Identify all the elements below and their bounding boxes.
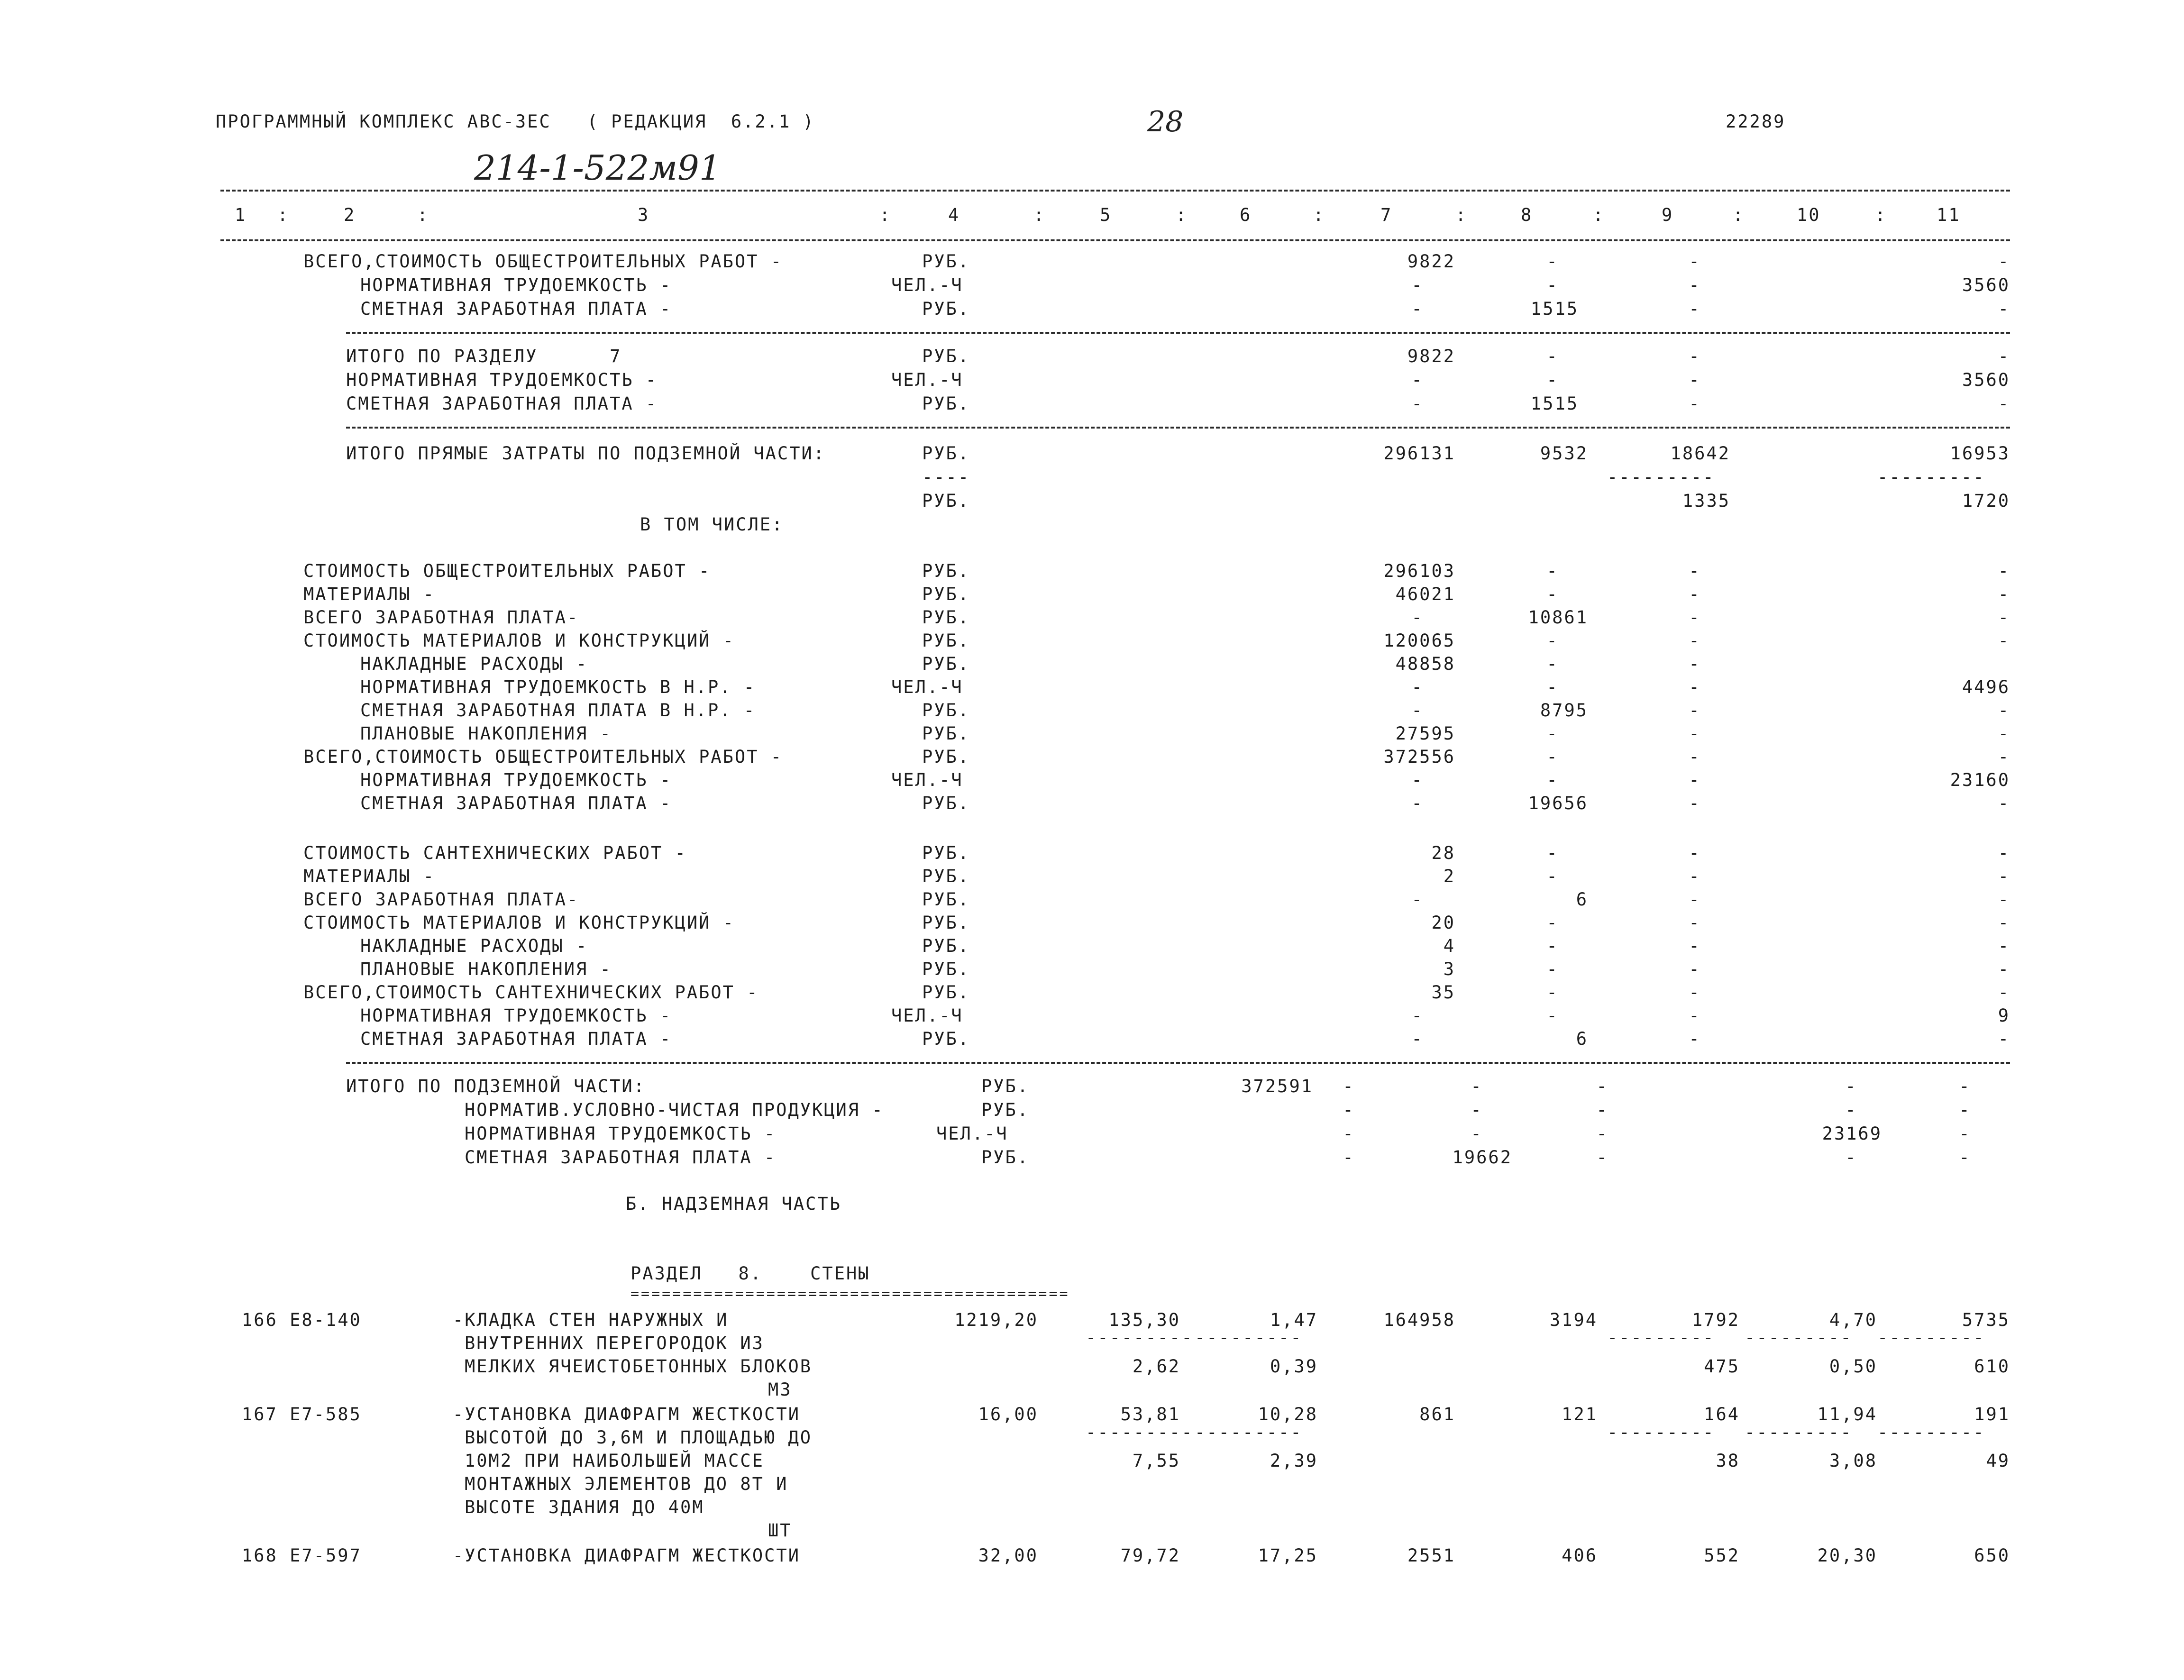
- row-unit: РУБ.: [922, 889, 970, 910]
- row-unit: РУБ.: [922, 1029, 970, 1049]
- item-number: 166 Е8-140: [242, 1310, 362, 1330]
- item-description: -УСТАНОВКА ДИАФРАГМ ЖЕСТКОСТИ: [453, 1404, 801, 1424]
- cell-c11: 1720: [1962, 491, 2010, 511]
- row-unit: РУБ.: [922, 723, 970, 744]
- cell-c7: 372556: [1383, 747, 1455, 767]
- cell-c8: -: [1546, 747, 1559, 767]
- row-label: СМЕТНАЯ ЗАРАБОТНАЯ ПЛАТА -: [360, 299, 672, 319]
- row-unit: РУБ.: [922, 251, 970, 272]
- row-label: СМЕТНАЯ ЗАРАБОТНАЯ ПЛАТА -: [360, 1029, 672, 1049]
- cell-c8: -: [1546, 982, 1559, 1003]
- cell-c7: -: [1411, 1005, 1424, 1026]
- cell-c8: -: [1546, 913, 1559, 933]
- cell-c8: 3194: [1549, 1310, 1598, 1330]
- row-label: СТОИМОСТЬ ОБЩЕСТРОИТЕЛЬНЫХ РАБОТ -: [303, 561, 711, 581]
- cell-c7: 296103: [1383, 561, 1455, 581]
- cell-c7: -: [1411, 770, 1424, 790]
- cell-c8: -: [1546, 630, 1559, 651]
- cell-c7: -: [1411, 793, 1424, 813]
- cell-c6: 1,47: [1270, 1310, 1318, 1330]
- cell-c9: -: [1689, 393, 1701, 414]
- section-underline: ==========================================: [631, 1286, 1070, 1302]
- cell-c8: -: [1546, 723, 1559, 744]
- cell-c11: -: [1998, 561, 2010, 581]
- row-label: СМЕТНАЯ ЗАРАБОТНАЯ ПЛАТА -: [465, 1147, 777, 1168]
- row-unit: РУБ.: [922, 346, 970, 366]
- divider: [346, 332, 2010, 334]
- cell-c7: 296131: [1383, 443, 1455, 464]
- cell-c11: -: [1998, 299, 2010, 319]
- row-unit: РУБ.: [981, 1100, 1030, 1120]
- section-title: РАЗДЕЛ 8. СТЕНЫ: [631, 1263, 870, 1284]
- dash-mark: ----: [922, 467, 970, 487]
- subrule: ---------: [1607, 1327, 1715, 1348]
- cell-c8: -: [1546, 1005, 1559, 1026]
- row-unit: РУБ.: [922, 982, 970, 1003]
- col-sep: :: [879, 205, 892, 225]
- cell-c8: -: [1546, 654, 1559, 674]
- cell-c: -: [1596, 1076, 1608, 1096]
- col-1: 1: [235, 205, 247, 225]
- row-unit: РУБ.: [922, 299, 970, 319]
- cell-c7: -: [1411, 889, 1424, 910]
- row-label: НОРМАТИВНАЯ ТРУДОЕМКОСТЬ -: [360, 275, 672, 295]
- row-label: НАКЛАДНЫЕ РАСХОДЫ -: [360, 936, 588, 956]
- item-unit: М3: [768, 1379, 792, 1400]
- cell-c7: 20: [1431, 913, 1455, 933]
- cell-c8: -: [1546, 770, 1559, 790]
- cell-c11: -: [1998, 723, 2010, 744]
- cell-c8: -: [1546, 866, 1559, 886]
- cell-c6b: 2,39: [1270, 1451, 1318, 1471]
- cell-c9b: 38: [1716, 1451, 1740, 1471]
- cell-c6: 17,25: [1258, 1545, 1318, 1566]
- cell-c: -: [1596, 1100, 1608, 1120]
- cell-c7: 46021: [1395, 584, 1455, 604]
- cell-c: -: [1596, 1147, 1608, 1168]
- row-unit: РУБ.: [922, 443, 970, 464]
- row-unit: ЧЕЛ.-Ч: [891, 677, 963, 697]
- cell-c11: 3560: [1962, 275, 2010, 295]
- cell-d: 23169: [1822, 1123, 1882, 1144]
- cell-d: -: [1845, 1100, 1857, 1120]
- row-label: СМЕТНАЯ ЗАРАБОТНАЯ ПЛАТА -: [360, 793, 672, 813]
- cell-c8: 9532: [1540, 443, 1588, 464]
- cell-c7: 27595: [1395, 723, 1455, 744]
- cell-c10: 20,30: [1817, 1545, 1877, 1566]
- col-6: 6: [1240, 205, 1252, 225]
- cell-c9: -: [1689, 700, 1701, 721]
- cell-c9: -: [1689, 1005, 1701, 1026]
- cell-c9: -: [1689, 561, 1701, 581]
- item-unit: ШТ: [768, 1520, 792, 1541]
- cell-c5: 135,30: [1108, 1310, 1180, 1330]
- row-unit: РУБ.: [922, 607, 970, 628]
- cell-a: -: [1343, 1076, 1355, 1096]
- row-unit: ЧЕЛ.-Ч: [936, 1123, 1008, 1144]
- subheading: В ТОМ ЧИСЛЕ:: [640, 514, 784, 535]
- cell-c6b: 0,39: [1270, 1356, 1318, 1377]
- cell-c11: -: [1998, 889, 2010, 910]
- cell-c9: -: [1689, 889, 1701, 910]
- cell-c11: -: [1998, 251, 2010, 272]
- cell-c7: 120065: [1383, 630, 1455, 651]
- row-label: НАКЛАДНЫЕ РАСХОДЫ -: [360, 654, 588, 674]
- cell-b: -: [1471, 1100, 1483, 1120]
- cell-c8: -: [1546, 677, 1559, 697]
- cell-c8: -: [1546, 370, 1559, 390]
- cell-c11: -: [1998, 843, 2010, 863]
- page-number: 28: [1147, 105, 1184, 138]
- row-label: СТОИМОСТЬ МАТЕРИАЛОВ И КОНСТРУКЦИЙ -: [303, 630, 735, 651]
- col-sep: :: [1875, 205, 1887, 225]
- part-title: Б. НАДЗЕМНАЯ ЧАСТЬ: [626, 1194, 841, 1214]
- row-label: ИТОГО ПРЯМЫЕ ЗАТРАТЫ ПО ПОДЗЕМНОЙ ЧАСТИ:: [346, 443, 826, 464]
- item-number: 168 Е7-597: [242, 1545, 362, 1566]
- cell-c10: 4,70: [1829, 1310, 1877, 1330]
- cell-c11: 650: [1974, 1545, 2010, 1566]
- row-unit: РУБ.: [922, 654, 970, 674]
- item-description: -УСТАНОВКА ДИАФРАГМ ЖЕСТКОСТИ: [453, 1545, 801, 1566]
- cell-c7: -: [1411, 275, 1424, 295]
- cell-c7: 28: [1431, 843, 1455, 863]
- subrule: ---------: [1745, 1327, 1853, 1348]
- cell-c7: 9822: [1407, 251, 1455, 272]
- cell-qty: 16,00: [978, 1404, 1038, 1424]
- cell-c9: -: [1689, 654, 1701, 674]
- cell-c9: -: [1689, 607, 1701, 628]
- cell-c7: 861: [1419, 1404, 1455, 1424]
- row-label: МАТЕРИАЛЫ -: [303, 584, 436, 604]
- doc-number: 22289: [1726, 111, 1786, 132]
- cell-c11: -: [1998, 630, 2010, 651]
- col-sep: :: [1176, 205, 1188, 225]
- cell-c9: -: [1689, 370, 1701, 390]
- cell-c8: 19656: [1528, 793, 1588, 813]
- cell-e: -: [1959, 1123, 1971, 1144]
- cell-c7: -: [1411, 370, 1424, 390]
- item-description: ВЫСОТЕ ЗДАНИЯ ДО 40М: [465, 1497, 704, 1517]
- cell-c8: -: [1546, 346, 1559, 366]
- cell-c9: -: [1689, 959, 1701, 979]
- cell-c9: -: [1689, 299, 1701, 319]
- subrule: ---------: [1877, 1327, 1985, 1348]
- cell-c10b: 3,08: [1829, 1451, 1877, 1471]
- row-label: ВСЕГО,СТОИМОСТЬ САНТЕХНИЧЕСКИХ РАБОТ -: [303, 982, 759, 1003]
- cell-c9: -: [1689, 723, 1701, 744]
- cell-b: -: [1471, 1123, 1483, 1144]
- row-label: ИТОГО ПО ПОДЗЕМНОЙ ЧАСТИ:: [346, 1076, 646, 1096]
- cell-c9: -: [1689, 982, 1701, 1003]
- col-sep: :: [277, 205, 290, 225]
- cell-c: -: [1596, 1123, 1608, 1144]
- cell-c9: -: [1689, 913, 1701, 933]
- cell-c11: 16953: [1950, 443, 2010, 464]
- cell-c9b: 475: [1704, 1356, 1740, 1377]
- row-unit: РУБ.: [922, 959, 970, 979]
- cell-c8: -: [1546, 584, 1559, 604]
- cell-c11: -: [1998, 747, 2010, 767]
- item-description: МЕЛКИХ ЯЧЕИСТОБЕТОННЫХ БЛОКОВ: [465, 1356, 813, 1377]
- cell-c7: -: [1411, 299, 1424, 319]
- cell-c9: -: [1689, 630, 1701, 651]
- cell-e: -: [1959, 1147, 1971, 1168]
- header-rule-bottom: [220, 239, 2010, 241]
- cell-c11b: 49: [1986, 1451, 2010, 1471]
- row-label: МАТЕРИАЛЫ -: [303, 866, 436, 886]
- row-label: ВСЕГО ЗАРАБОТНАЯ ПЛАТА-: [303, 889, 579, 910]
- cell-c11: -: [1998, 607, 2010, 628]
- cell-c9: -: [1689, 677, 1701, 697]
- cell-c8: -: [1546, 843, 1559, 863]
- row-unit: РУБ.: [922, 561, 970, 581]
- cell-c9: -: [1689, 346, 1701, 366]
- cell-c11: 5735: [1962, 1310, 2010, 1330]
- row-unit: ЧЕЛ.-Ч: [891, 1005, 963, 1026]
- cell-c7: -: [1411, 393, 1424, 414]
- cell-c8: -: [1546, 561, 1559, 581]
- cell-a: -: [1343, 1147, 1355, 1168]
- col-sep: :: [1733, 205, 1745, 225]
- item-description: ВЫСОТОЙ ДО 3,6М И ПЛОЩАДЬЮ ДО: [465, 1427, 813, 1448]
- cell-c7: 164958: [1383, 1310, 1455, 1330]
- subrule: ---------: [1877, 1422, 1985, 1443]
- cell-e: -: [1959, 1100, 1971, 1120]
- col-5: 5: [1100, 205, 1112, 225]
- header-rule-top: [220, 190, 2010, 192]
- cell-c7: 35: [1431, 982, 1455, 1003]
- cell-c8: 1515: [1530, 299, 1579, 319]
- col-sep: :: [1313, 205, 1325, 225]
- cell-c7: 9822: [1407, 346, 1455, 366]
- row-label: НОРМАТИВНАЯ ТРУДОЕМКОСТЬ -: [346, 370, 658, 390]
- subrule: ---------: [1607, 467, 1715, 487]
- item-description: ВНУТРЕННИХ ПЕРЕГОРОДОК ИЗ: [465, 1333, 764, 1353]
- cell-c7: -: [1411, 700, 1424, 721]
- row-label: НОРМАТИВНАЯ ТРУДОЕМКОСТЬ -: [360, 1005, 672, 1026]
- subrule: ---------: [1877, 467, 1985, 487]
- item-description: МОНТАЖНЫХ ЭЛЕМЕНТОВ ДО 8Т И: [465, 1474, 788, 1494]
- cell-c11: -: [1998, 700, 2010, 721]
- row-unit: ЧЕЛ.-Ч: [891, 770, 963, 790]
- cell-e: -: [1959, 1076, 1971, 1096]
- col-2: 2: [344, 205, 356, 225]
- subrule: ---------: [1086, 1327, 1194, 1348]
- cell-c11: -: [1998, 866, 2010, 886]
- col-7: 7: [1380, 205, 1393, 225]
- cell-c7: -: [1411, 607, 1424, 628]
- row-label: ПЛАНОВЫЕ НАКОПЛЕНИЯ -: [360, 959, 612, 979]
- col-9: 9: [1662, 205, 1674, 225]
- row-label: ВСЕГО,СТОИМОСТЬ ОБЩЕСТРОИТЕЛЬНЫХ РАБОТ -: [303, 251, 783, 272]
- subrule: ---------: [1195, 1422, 1303, 1443]
- cell-c7: -: [1411, 677, 1424, 697]
- cell-c11: -: [1998, 913, 2010, 933]
- handwritten-code: 214-1-522м91: [474, 148, 721, 188]
- cell-c11: 191: [1974, 1404, 2010, 1424]
- cell-c11: -: [1998, 1029, 2010, 1049]
- item-description: -КЛАДКА СТЕН НАРУЖНЫХ И: [453, 1310, 729, 1330]
- cell-d: -: [1845, 1147, 1857, 1168]
- cell-c10: 11,94: [1817, 1404, 1877, 1424]
- cell-c8: 6: [1576, 1029, 1588, 1049]
- col-11: 11: [1937, 205, 1961, 225]
- cell-c11b: 610: [1974, 1356, 2010, 1377]
- row-unit: РУБ.: [922, 491, 970, 511]
- cell-c8: 406: [1562, 1545, 1598, 1566]
- cell-qty: 1219,20: [954, 1310, 1038, 1330]
- row-label: ВСЕГО,СТОИМОСТЬ ОБЩЕСТРОИТЕЛЬНЫХ РАБОТ -: [303, 747, 783, 767]
- col-3: 3: [638, 205, 650, 225]
- cell-c8: -: [1546, 251, 1559, 272]
- cell-c9: 1792: [1691, 1310, 1740, 1330]
- row-label: НОРМАТИВ.УСЛОВНО-ЧИСТАЯ ПРОДУКЦИЯ -: [465, 1100, 884, 1120]
- row-unit: РУБ.: [922, 936, 970, 956]
- cell-c8: -: [1546, 936, 1559, 956]
- subrule: ---------: [1195, 1327, 1303, 1348]
- cell-c8: 8795: [1540, 700, 1588, 721]
- row-unit: РУБ.: [981, 1076, 1030, 1096]
- cell-c11: 23160: [1950, 770, 2010, 790]
- row-label: НОРМАТИВНАЯ ТРУДОЕМКОСТЬ -: [360, 770, 672, 790]
- cell-c7: 3: [1443, 959, 1455, 979]
- cell-c11: -: [1998, 936, 2010, 956]
- row-label: ПЛАНОВЫЕ НАКОПЛЕНИЯ -: [360, 723, 612, 744]
- row-unit: РУБ.: [922, 793, 970, 813]
- row-unit: ЧЕЛ.-Ч: [891, 275, 963, 295]
- subrule: ---------: [1745, 1422, 1853, 1443]
- col-sep: :: [1455, 205, 1468, 225]
- cell-c10b: 0,50: [1829, 1356, 1877, 1377]
- cell-c9: -: [1689, 843, 1701, 863]
- cell-c5b: 2,62: [1132, 1356, 1180, 1377]
- row-unit: РУБ.: [922, 584, 970, 604]
- cell-c7: 2551: [1407, 1545, 1455, 1566]
- cell-c11: 9: [1998, 1005, 2010, 1026]
- cell-c11: 3560: [1962, 370, 2010, 390]
- total-value: 372591: [1241, 1076, 1313, 1096]
- row-unit: РУБ.: [922, 700, 970, 721]
- cell-c8: 6: [1576, 889, 1588, 910]
- row-unit: РУБ.: [922, 747, 970, 767]
- row-label: СТОИМОСТЬ МАТЕРИАЛОВ И КОНСТРУКЦИЙ -: [303, 913, 735, 933]
- subrule: ---------: [1086, 1422, 1194, 1443]
- row-label: ИТОГО ПО РАЗДЕЛУ 7: [346, 346, 622, 366]
- divider: [346, 427, 2010, 429]
- cell-c11: -: [1998, 959, 2010, 979]
- cell-c9: 552: [1704, 1545, 1740, 1566]
- cell-c11: -: [1998, 393, 2010, 414]
- item-description: 10М2 ПРИ НАИБОЛЬШЕЙ МАССЕ: [465, 1451, 764, 1471]
- cell-c8: -: [1546, 959, 1559, 979]
- row-label: НОРМАТИВНАЯ ТРУДОЕМКОСТЬ -: [465, 1123, 777, 1144]
- cell-c5: 53,81: [1120, 1404, 1180, 1424]
- col-8: 8: [1521, 205, 1533, 225]
- row-unit: РУБ.: [922, 913, 970, 933]
- row-label: СТОИМОСТЬ САНТЕХНИЧЕСКИХ РАБОТ -: [303, 843, 687, 863]
- cell-c6: 10,28: [1258, 1404, 1318, 1424]
- cell-c7: 2: [1443, 866, 1455, 886]
- cell-c9: -: [1689, 275, 1701, 295]
- cell-c9: -: [1689, 936, 1701, 956]
- cell-c11: -: [1998, 584, 2010, 604]
- cell-c11: 4496: [1962, 677, 2010, 697]
- cell-c5: 79,72: [1120, 1545, 1180, 1566]
- cell-c9: 164: [1704, 1404, 1740, 1424]
- cell-c7: 48858: [1395, 654, 1455, 674]
- col-sep: :: [1033, 205, 1046, 225]
- row-label: ВСЕГО ЗАРАБОТНАЯ ПЛАТА-: [303, 607, 579, 628]
- cell-b: 19662: [1452, 1147, 1512, 1168]
- cell-c8: 121: [1562, 1404, 1598, 1424]
- row-unit: РУБ.: [922, 393, 970, 414]
- cell-c7: 4: [1443, 936, 1455, 956]
- cell-a: -: [1343, 1100, 1355, 1120]
- cell-c9: 1335: [1682, 491, 1730, 511]
- cell-c9: -: [1689, 1029, 1701, 1049]
- col-sep: :: [1593, 205, 1605, 225]
- item-number: 167 Е7-585: [242, 1404, 362, 1424]
- row-unit: РУБ.: [922, 843, 970, 863]
- cell-c11: -: [1998, 793, 2010, 813]
- cell-qty: 32,00: [978, 1545, 1038, 1566]
- cell-c9: 18642: [1670, 443, 1730, 464]
- cell-c9: -: [1689, 584, 1701, 604]
- cell-c11: -: [1998, 346, 2010, 366]
- cell-d: -: [1845, 1076, 1857, 1096]
- cell-c9: -: [1689, 747, 1701, 767]
- row-unit: РУБ.: [922, 630, 970, 651]
- cell-c9: -: [1689, 866, 1701, 886]
- row-label: СМЕТНАЯ ЗАРАБОТНАЯ ПЛАТА В Н.Р. -: [360, 700, 756, 721]
- col-4: 4: [948, 205, 960, 225]
- cell-c9: -: [1689, 251, 1701, 272]
- cell-c8: 1515: [1530, 393, 1579, 414]
- cell-c9: -: [1689, 770, 1701, 790]
- cell-b: -: [1471, 1076, 1483, 1096]
- program-header: ПРОГРАММНЫЙ КОМПЛЕКС АВС-3ЕС ( РЕДАКЦИЯ 6.2.1 ): [216, 111, 815, 132]
- cell-c9: -: [1689, 793, 1701, 813]
- cell-c11: -: [1998, 982, 2010, 1003]
- cell-c5b: 7,55: [1132, 1451, 1180, 1471]
- cell-a: -: [1343, 1123, 1355, 1144]
- col-sep: :: [417, 205, 429, 225]
- cell-c7: -: [1411, 1029, 1424, 1049]
- subrule: ---------: [1607, 1422, 1715, 1443]
- row-unit: РУБ.: [981, 1147, 1030, 1168]
- cell-c8: 10861: [1528, 607, 1588, 628]
- col-10: 10: [1797, 205, 1821, 225]
- row-unit: РУБ.: [922, 866, 970, 886]
- row-unit: ЧЕЛ.-Ч: [891, 370, 963, 390]
- divider: [346, 1062, 2010, 1064]
- cell-c8: -: [1546, 275, 1559, 295]
- row-label: СМЕТНАЯ ЗАРАБОТНАЯ ПЛАТА -: [346, 393, 658, 414]
- row-label: НОРМАТИВНАЯ ТРУДОЕМКОСТЬ В Н.Р. -: [360, 677, 756, 697]
